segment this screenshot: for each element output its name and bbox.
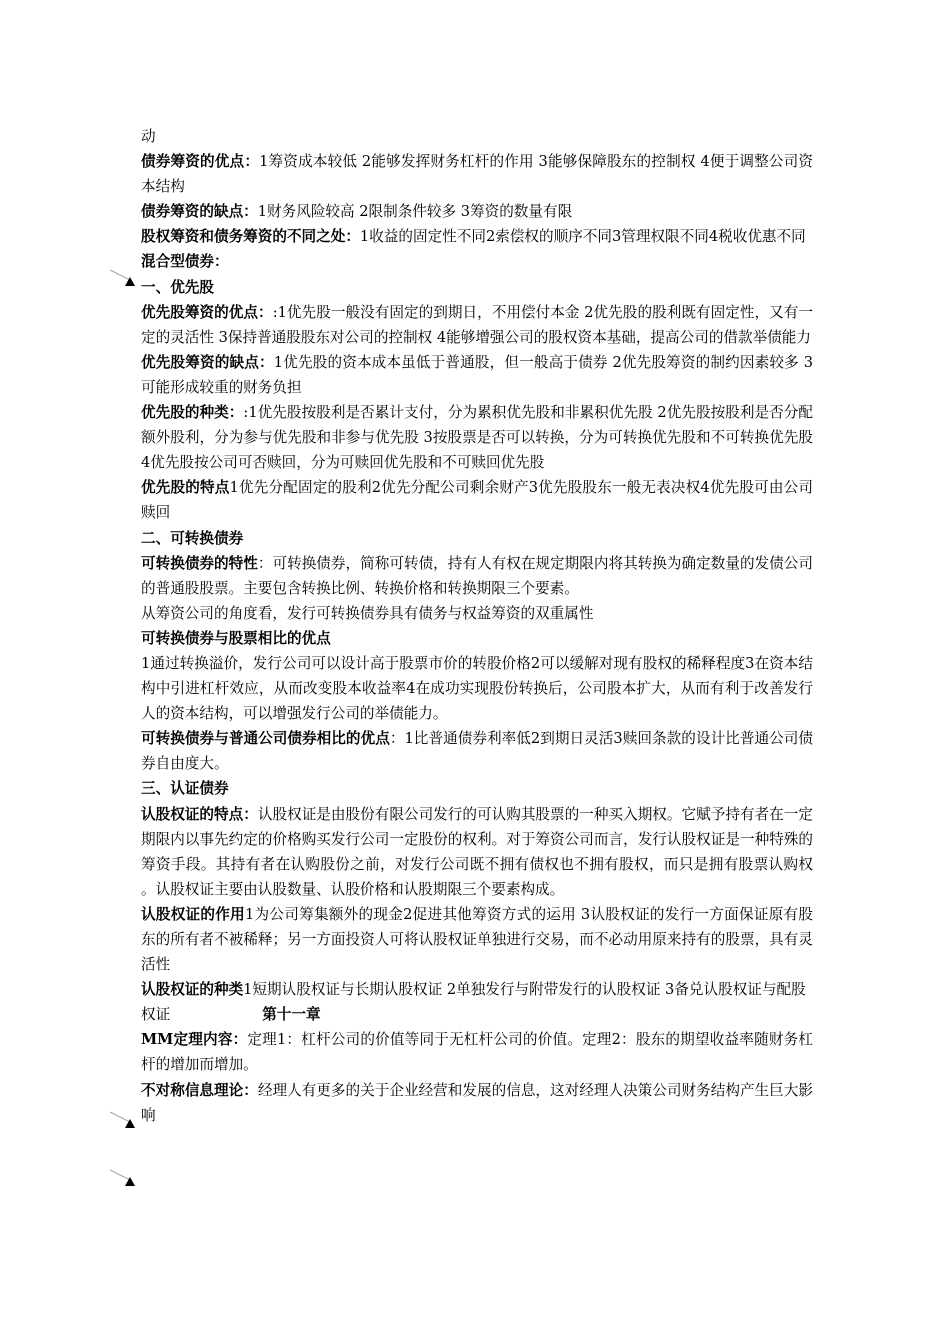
paragraph: 可转换债券的特性：可转换债券，简称可转债，持有人有权在规定期限内将其转换为确定数量的发债公司的普通股股票。主要包含转换比例、转换价格和转换期限三个要素。	[141, 554, 813, 597]
section-heading: 混合型债券：	[141, 253, 229, 271]
paragraph: MM定理内容：定理1：杠杆公司的价值等同于无杠杆公司的价值。定理2：股东的期望收益率随财务杠杆的增加而增加。	[141, 1031, 814, 1074]
paragraph: 债券筹资的优点：1筹资成本较低 2能够发挥财务杠杆的作用 3能够保障股东的控制权 4便于调整公司资本结构	[141, 153, 813, 196]
heading: 认股权证的种类	[141, 981, 244, 999]
anchor-marker-icon	[110, 268, 144, 288]
heading: 可转换债券与普通公司债券相比的优点	[141, 730, 390, 748]
heading: 优先股筹资的优点：	[141, 303, 273, 321]
document-body	[141, 124, 813, 1128]
paragraph: 1通过转换溢价，发行公司可以设计高于股票市价的转股价格2可以缓解对现有股权的稀释程度3在资本结构中引进杠杆效应，从而改变股本收益率4在成功实现股份转换后，公司股本扩大，从而有利于改善发行人的资本结构，可以增强发行公司的举债能力。	[141, 654, 813, 723]
section-heading: 二、可转换债券	[141, 529, 244, 547]
heading: MM定理内容：	[141, 1031, 248, 1049]
heading: 优先股的种类：	[141, 404, 244, 422]
paragraph: 动	[141, 128, 156, 145]
section-heading: 可转换债券与股票相比的优点	[141, 629, 331, 647]
heading: 可转换债券的特性	[141, 554, 258, 572]
heading: 不对称信息理论：	[141, 1081, 258, 1099]
section-heading: 一、优先股	[141, 278, 214, 296]
paragraph: 债券筹资的缺点：1财务风险较高 2限制条件较多 3筹资的数量有限	[141, 203, 573, 221]
paragraph: 股权筹资和债务筹资的不同之处：1收益的固定性不同2索偿权的顺序不同3管理权限不同4税收优惠不同	[141, 228, 806, 246]
section-heading: 三、认证债券	[141, 780, 229, 798]
paragraph: 认股权证的作用1为公司筹集额外的现金2促进其他筹资方式的运用 3认股权证的发行一方面保证原有股东的所有者不被稀释；另一方面投资人可将认股权证单独进行交易，而不必动用原来持有的股票，具有灵活性	[141, 905, 813, 974]
heading: 优先股的特点	[141, 479, 230, 497]
heading: 优先股筹资的缺点：	[141, 353, 274, 371]
heading: 认股权证的作用	[141, 905, 245, 923]
paragraph: 优先股的特点1优先分配固定的股利2优先分配公司剩余财产3优先股股东一般无表决权4优先股可由公司赎回	[141, 479, 813, 522]
paragraph: 可转换债券与普通公司债券相比的优点：1比普通债券利率低2到期日灵活3赎回条款的设计比普通公司债券自由度大。	[141, 730, 813, 773]
paragraph: 优先股的种类：:1优先股按股利是否累计支付，分为累积优先股和非累积优先股 2优先股按股利是否分配额外股利，分为参与优先股和非参与优先股 3按股票是否可以转换，分为可转换优先股和不可转换优先股4优先股按公司可否赎回，分为可赎回优先股和不可赎回优先股	[141, 404, 813, 472]
paragraph: 从筹资公司的角度看，发行可转换债券具有债务与权益筹资的双重属性	[141, 604, 594, 622]
heading: 债券筹资的缺点：	[141, 203, 258, 221]
chapter-title: 第十一章	[262, 1006, 321, 1024]
anchor-marker-icon	[110, 1168, 144, 1188]
heading: 认股权证的特点：	[141, 805, 258, 823]
anchor-marker-icon	[110, 1110, 144, 1130]
paragraph: 优先股筹资的缺点：1优先股的资本成本虽低于普通股，但一般高于债券 2优先股筹资的制约因素较多 3可能形成较重的财务负担	[141, 353, 813, 396]
heading: 股权筹资和债务筹资的不同之处：	[141, 228, 360, 246]
paragraph: 优先股筹资的优点：:1优先股一般没有固定的到期日，不用偿付本金 2优先股的股利既有固定性，又有一定的灵活性 3保持普通股股东对公司的控制权 4能够增强公司的股权资本基础，提高公司的借款举债能力	[141, 303, 813, 346]
paragraph: 认股权证的特点：认股权证是由股份有限公司发行的可认购其股票的一种买入期权。它赋予持有者在一定期限内以事先约定的价格购买发行公司一定股份的权利。对于筹资公司而言，发行认股权证是一种特殊的筹资手段。其持有者在认购股份之前，对发行公司既不拥有债权也不拥有股权，而只是拥有股票认购权 。认股权证主要由认股数量、认股价格和认股期限三个要素构成。	[141, 805, 813, 898]
paragraph: 认股权证的种类1短期认股权证与长期认股权证 2单独发行与附带发行的认股权证 3备兑认股权证与配股权证 第十一章	[141, 977, 813, 1027]
paragraph: 不对称信息理论：经理人有更多的关于企业经营和发展的信息，这对经理人决策公司财务结构产生巨大影响	[141, 1081, 813, 1124]
heading: 债券筹资的优点：	[141, 153, 260, 171]
